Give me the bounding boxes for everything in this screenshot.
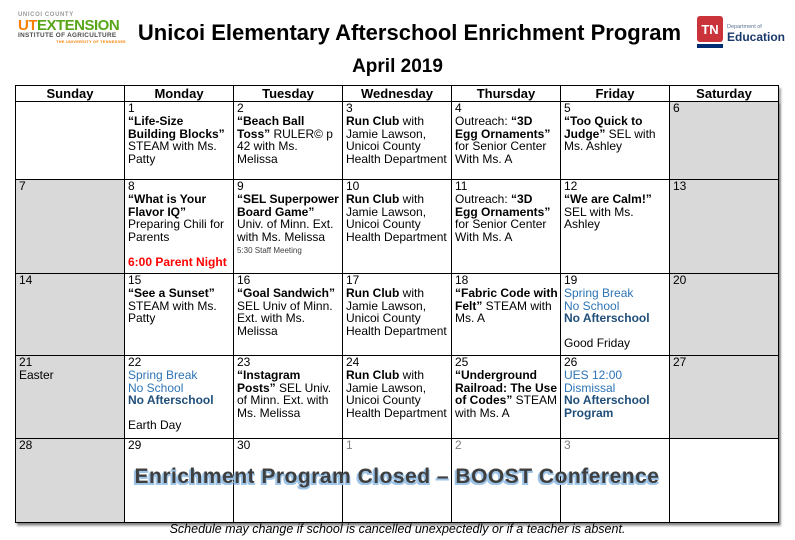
day-number: 16 <box>237 273 251 287</box>
page-title: Unicoi Elementary Afterschool Enrichment Program <box>137 20 682 45</box>
event-line <box>564 394 667 419</box>
event-line <box>346 287 449 337</box>
event-text: with Jamie Lawson, Unicoi County Health Department <box>346 368 447 420</box>
calendar-cell <box>125 102 234 180</box>
event-text: Preparing Chili for Parents <box>128 217 225 244</box>
event-line <box>346 193 449 243</box>
calendar-cell <box>343 274 452 356</box>
calendar-cell <box>670 356 779 439</box>
event-line <box>128 287 231 325</box>
event-text: Spring Break <box>128 368 198 382</box>
event-text: No Afterschool <box>128 393 214 407</box>
event-line <box>237 287 340 337</box>
event-line <box>346 369 449 419</box>
day-number: 20 <box>673 273 687 287</box>
event-text: STEAM with Ms. Patty <box>128 298 217 325</box>
event-text: Run Club <box>346 368 400 382</box>
day-number: 12 <box>564 179 578 193</box>
event-text: Spring Break <box>564 286 634 300</box>
day-number: 9 <box>237 179 244 193</box>
event-text: SEL Univ of Minn. Ext. with Ms. Melissa <box>237 298 333 338</box>
event-text: “We are Calm!” <box>564 192 652 206</box>
calendar-cell <box>561 180 670 274</box>
event-line <box>455 287 558 325</box>
ut-logo-ut-label: UT <box>18 17 37 35</box>
day-header-row <box>16 86 779 102</box>
tn-logo-underline <box>697 44 723 48</box>
calendar-cell <box>561 356 670 439</box>
event-text: “See a Sunset” <box>128 286 215 300</box>
page-header <box>0 6 795 60</box>
event-text: No Afterschool Program <box>564 393 650 420</box>
calendar-week-row <box>16 356 779 439</box>
ut-logo-university-label: THE UNIVERSITY OF TENNESSEE <box>56 40 126 45</box>
calendar-cell <box>16 356 125 439</box>
day-header: Monday <box>125 86 234 102</box>
event-line <box>237 243 340 258</box>
day-number: 14 <box>19 273 33 287</box>
calendar-cell <box>16 102 125 180</box>
event-line <box>455 369 558 419</box>
day-number: 15 <box>128 273 142 287</box>
event-text: SEL Univ. of Minn. Ext. with Ms. Melissa <box>237 380 332 420</box>
event-text: Outreach: <box>455 114 512 128</box>
day-number: 25 <box>455 355 469 369</box>
event-line <box>128 115 231 165</box>
day-header: Tuesday <box>234 86 343 102</box>
event-line <box>564 312 667 325</box>
event-text: Univ. of Minn. Ext. with Ms. Melissa <box>237 217 334 244</box>
ut-logo-county-label: UNICOI COUNTY <box>18 12 74 18</box>
calendar-cell <box>670 274 779 356</box>
ut-logo-extension-label: EXTENSION <box>37 17 120 35</box>
event-text: with Jamie Lawson, Unicoi County Health Department <box>346 114 447 166</box>
event-line <box>455 193 558 243</box>
event-text: STEAM with Ms. A <box>455 298 552 325</box>
event-text: “SEL Superpower Board Game” <box>237 192 339 219</box>
event-text: Run Club <box>346 114 400 128</box>
tn-logo-text <box>727 16 785 44</box>
event-text: Good Friday <box>564 336 631 350</box>
tn-logo-department-label: Department of <box>726 24 762 30</box>
calendar-cell <box>234 102 343 180</box>
event-text: RULER© p 42 with Ms. Melissa <box>237 126 333 166</box>
day-number: 24 <box>346 355 360 369</box>
day-number: 13 <box>673 179 687 193</box>
event-text: Run Club <box>346 192 400 206</box>
event-line <box>564 115 667 153</box>
event-text: “Beach Ball Toss” <box>237 114 305 141</box>
day-number: 17 <box>346 273 360 287</box>
event-line <box>128 419 231 432</box>
event-line <box>19 369 122 382</box>
event-text: Run Club <box>346 286 400 300</box>
day-header: Wednesday <box>343 86 452 102</box>
calendar-cell <box>125 274 234 356</box>
event-text: Earth Day <box>128 418 182 432</box>
calendar-cell <box>452 102 561 180</box>
day-number: 22 <box>128 355 142 369</box>
event-line <box>564 369 667 394</box>
event-text: with Jamie Lawson, Unicoi County Health Department <box>346 192 447 244</box>
event-line <box>237 115 340 165</box>
event-text: for Senior Center With Ms. A <box>455 139 547 166</box>
day-number: 2 <box>237 101 244 115</box>
calendar-cell <box>452 180 561 274</box>
calendar-week-row <box>16 274 779 356</box>
event-line <box>128 256 231 269</box>
day-header: Thursday <box>452 86 561 102</box>
event-text: 5:30 Staff Meeting <box>237 246 302 255</box>
event-text: “Instagram Posts” <box>237 368 301 395</box>
tn-education-logo <box>697 16 785 48</box>
calendar-cell <box>670 102 779 180</box>
day-number: 27 <box>673 355 687 369</box>
closed-banner: Enrichment Program Closed – BOOST Conference <box>134 465 660 488</box>
calendar-cell <box>16 180 125 274</box>
day-header: Sunday <box>16 86 125 102</box>
event-text: STEAM with Ms. Patty <box>128 139 217 166</box>
event-text: SEL with Ms. Ashley <box>564 126 656 153</box>
calendar-cell <box>234 274 343 356</box>
calendar-cell <box>452 356 561 439</box>
day-number: 29 <box>128 438 142 452</box>
ut-logo-wordmark <box>18 18 126 33</box>
event-text: STEAM with Ms. A <box>455 393 558 420</box>
day-number: 1 <box>128 101 135 115</box>
event-text: Easter <box>19 368 54 382</box>
calendar-cell <box>125 180 234 274</box>
event-text: No Afterschool <box>564 311 650 325</box>
event-text: SEL with Ms. Ashley <box>564 204 634 231</box>
event-text: for Senior Center With Ms. A <box>455 217 547 244</box>
ut-logo-institute-label: INSTITUTE OF AGRICULTURE <box>18 32 117 40</box>
tn-logo-mark <box>697 16 723 48</box>
event-text: No School <box>564 298 620 313</box>
day-header: Friday <box>561 86 670 102</box>
day-number: 23 <box>237 355 251 369</box>
event-text: Outreach: <box>455 192 512 206</box>
day-number: 11 <box>455 179 468 193</box>
event-text: “Life-Size Building Blocks” <box>128 114 225 141</box>
event-text: “3D Egg Ornaments” <box>455 114 551 141</box>
event-line <box>455 115 558 165</box>
day-number: 26 <box>564 355 578 369</box>
calendar-table <box>15 85 779 523</box>
event-text: “Goal Sandwich” <box>237 286 336 300</box>
event-text: “Fabric Code with Felt” <box>455 286 558 313</box>
month-title: April 2019 <box>352 56 443 77</box>
calendar-cell <box>343 102 452 180</box>
event-text: with Jamie Lawson, Unicoi County Health Department <box>346 286 447 338</box>
event-line <box>237 369 340 419</box>
event-text: “Too Quick to Judge” <box>564 114 643 141</box>
day-number: 30 <box>237 438 251 452</box>
calendar-cell <box>16 274 125 356</box>
event-text: “3D Egg Ornaments” <box>455 192 551 219</box>
calendar-cell <box>343 356 452 439</box>
event-line <box>564 337 667 350</box>
tn-logo-education-label: Education <box>726 30 785 44</box>
calendar-cell <box>561 274 670 356</box>
day-number: 28 <box>19 438 33 452</box>
day-header: Saturday <box>670 86 779 102</box>
tn-logo-abbr: TN <box>697 16 723 42</box>
day-number: 4 <box>455 101 462 115</box>
footer-note: Schedule may change if school is cancelled unexpectedly or if a teacher is absent. <box>169 522 626 536</box>
event-line <box>564 193 667 231</box>
calendar-week-row <box>16 102 779 180</box>
day-number: 18 <box>455 273 469 287</box>
day-number: 5 <box>564 101 571 115</box>
calendar-cell <box>452 274 561 356</box>
event-line <box>128 193 231 243</box>
event-text: “What is Your Flavor IQ” <box>128 192 207 219</box>
event-line <box>237 193 340 243</box>
event-text: “Underground Railroad: The Use of Codes” <box>455 368 558 407</box>
calendar-cell <box>234 356 343 439</box>
day-number: 3 <box>564 438 571 452</box>
day-number: 10 <box>346 179 360 193</box>
calendar-cell <box>234 180 343 274</box>
calendar-cell <box>561 102 670 180</box>
event-line <box>128 394 231 407</box>
calendar-week-row <box>16 180 779 274</box>
calendar-cell <box>125 356 234 439</box>
event-text: 6:00 Parent Night <box>128 254 227 269</box>
calendar-cell <box>670 180 779 274</box>
day-number: 19 <box>564 273 578 287</box>
day-number: 2 <box>455 438 462 452</box>
event-text: No School <box>128 380 184 395</box>
day-number: 21 <box>19 355 33 369</box>
calendar-cell <box>343 180 452 274</box>
day-number: 8 <box>128 179 135 193</box>
event-text: UES 12:00 Dismissal <box>564 368 623 395</box>
day-number: 1 <box>346 438 353 452</box>
calendar <box>15 85 779 523</box>
event-line <box>346 115 449 165</box>
calendar-body <box>16 102 779 523</box>
ut-extension-logo <box>18 12 126 44</box>
day-number: 7 <box>19 179 26 193</box>
day-number: 3 <box>346 101 353 115</box>
day-number: 6 <box>673 101 680 115</box>
